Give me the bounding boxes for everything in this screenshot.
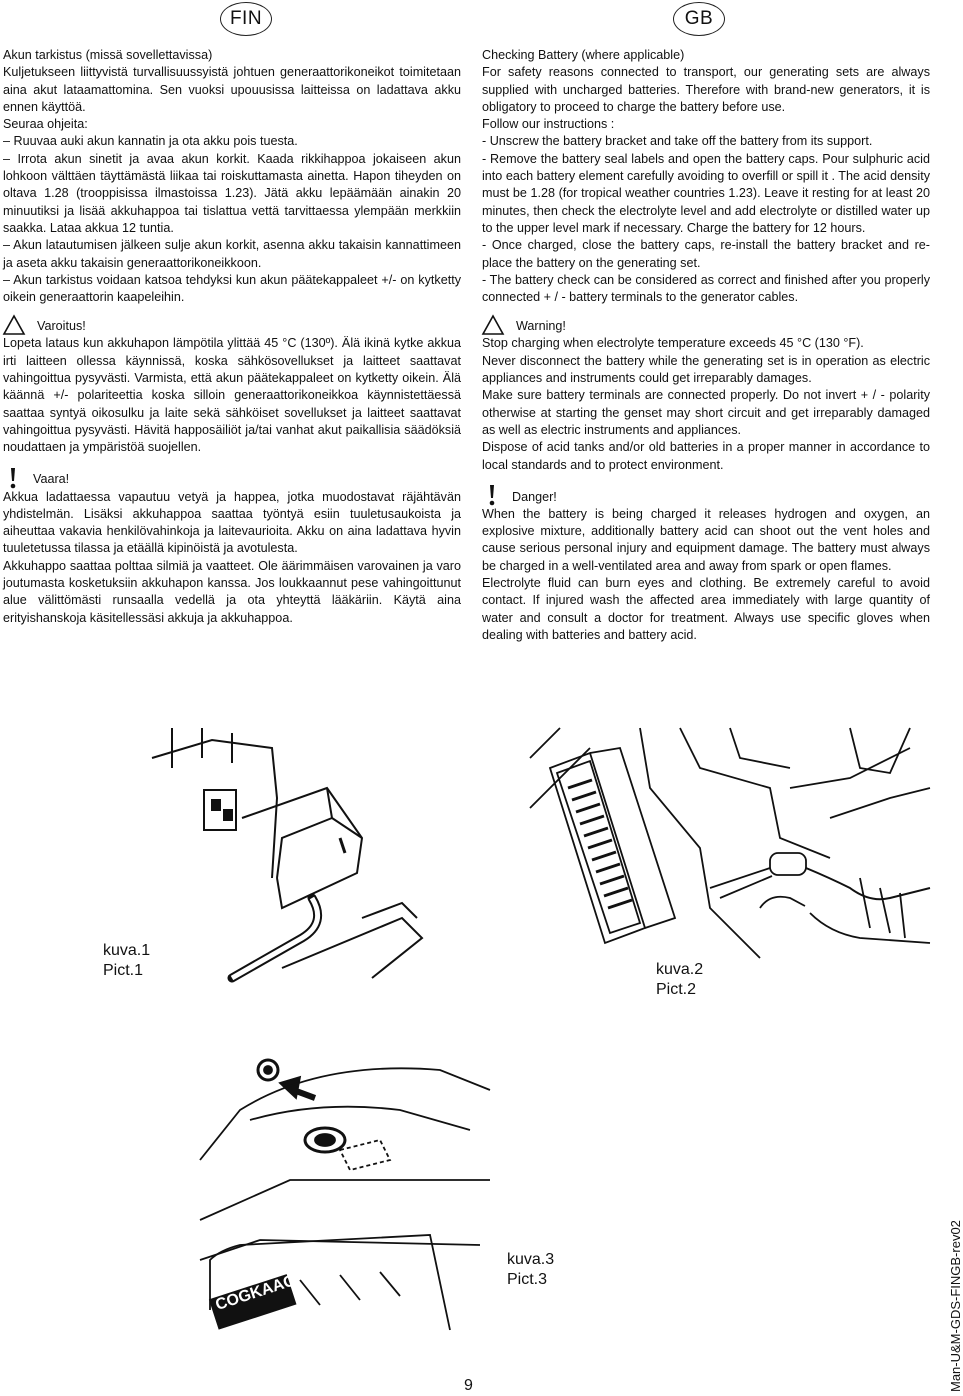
gb-danger-heading — [482, 484, 930, 506]
fin-step: – Ruuvaa auki akun kannatin ja ota akku pois tuesta. — [3, 134, 298, 149]
gb-warning-heading — [482, 315, 930, 335]
gb-paragraph: Follow our instructions : — [482, 117, 615, 132]
fin-step: – Akun latautumisen jälkeen sulje akun korkit, asenna akku takaisin kannattimeen ja aseta akku takaisin generaattorikoneikkoon. — [3, 238, 461, 270]
fin-danger-label: Vaara! — [33, 472, 70, 487]
brand-logo: COGKAAC — [213, 1272, 298, 1314]
fin-step: – Irrota akun sinetit ja avaa akun korkit. Kaada rikkihappoa jokaiseen akun lohkoon välttäen täyttämästä liikaa tai roiskuttamasta ainetta. Hapon tiheyden on oltava 1.28 (trooppisissa ilmastoissa 1.23). Jätä akku lepäämään ainakin 20 minuutiksi ja lisää akkuhappoa tai tislattua vettä tarvittaessa ylempään merkkiin saakka. Lataa akkua 12 tuntia. — [3, 151, 461, 235]
gb-danger-text: When the battery is being charged it releases hydrogen and oxygen, an explosive mixture, additionally battery acid can shoot out the vent holes and cause serious personal injury and equipment damage. The battery must always be charged in a well-ventilated area and away from spark or open flames. — [482, 506, 930, 573]
language-badge-gb: GB — [673, 2, 725, 36]
gb-warning-text: Dispose of acid tanks and/or old batteries in a proper manner in accordance to local standards and to protect environment. — [482, 440, 930, 472]
warning-triangle-icon — [3, 315, 25, 335]
figure-1-generator-frame — [152, 728, 422, 978]
language-badge-fin: FIN — [220, 2, 272, 36]
gb-step: - Remove the battery seal labels and open the battery caps. Pour sulphuric acid into each battery element carefully avoiding to overfill or spill it . The acid density must be 1.28 (for tropical weather countries 1.23). Leave it resting for at least 20 minutes, then check the electrolyte level and add electrolyte or distilled water up to the upper level mark if necessary. Charge the battery for 12 hours. — [482, 151, 930, 235]
figure-2-caption — [656, 960, 703, 1000]
gb-warning-label: Warning! — [516, 319, 566, 334]
gb-paragraph: For safety reasons connected to transport, our generating sets are always supplied with uncharged batteries. Therefore with brand-new generators, it is obligatory to proceed to charge the battery before use. — [482, 65, 930, 114]
fin-paragraph: Seuraa ohjeita: — [3, 117, 88, 132]
exclamation-icon — [7, 467, 19, 489]
caption-fi: kuva.3 — [507, 1251, 555, 1268]
page-number: 9 — [464, 1377, 473, 1394]
gb-heading: Checking Battery (where applicable) — [482, 48, 685, 62]
fin-warning-heading — [3, 315, 461, 335]
warning-triangle-icon — [482, 315, 504, 335]
gb-warning-text: Make sure battery terminals are connected properly. Do not invert + / - polarity otherwise at starting the genset may short circuit and get irreparably damaged as well as electric instruments and appliances. — [482, 388, 930, 437]
caption-en: Pict.2 — [656, 981, 697, 998]
fin-warning-text: Lopeta lataus kun akkuhapon lämpötila ylittää 45 °C (130º). Älä ikinä kytke akkua irti laitteen ollessa käynnissä, koska sähkösovellukset ja laitteet saattavat vahingoittua pysyvästi. Varmista, että akun päätekappaleet on kytketty oikein. Älä käännä +/- polariteettia koska silloin generaattorikoneikkoa käynnistettäessä saattaa syntyä oikosulku ja laite sekä sähköiset sovellukset ja laitteet saattavat vahingoittua pysyvästi. Hävitä happosäiliöt ja/tai vanhat akut paikallisia säädöksiä noudattaen ja ympäristöä suojellen. — [3, 336, 461, 455]
caption-en: Pict.3 — [507, 1271, 548, 1288]
fin-heading: Akun tarkistus (missä sovellettavissa) — [3, 48, 213, 62]
gb-warning-text: Stop charging when electrolyte temperature exceeds 45 °C (130 °F). — [482, 336, 864, 351]
fin-paragraph: Kuljetukseen liittyvistä turvallisuussyistä johtuen generaattorikoneikot toimitetaan aina akut lataamattomina. Sen vuoksi upouusissa laitteissa on ladattava akku ennen käyttöä. — [3, 65, 461, 114]
fin-danger-text: Akkuhappo saattaa polttaa silmiä ja vaatteet. Ole äärimmäisen varovainen ja varo joutumasta kosketuksiin akkuhapon kanssa. Jos loukkaannut pese vahingoittunut alue välittömästi runsaalla vedellä ja ota yhteyttä lääkäriin. Käytä aina erityishanskoja käsitellessäsi akkuja ja akkuhappoa. — [3, 558, 461, 625]
fin-warning-label: Varoitus! — [37, 319, 86, 334]
figure-1-caption — [103, 941, 150, 981]
figure-3-caption — [507, 1250, 554, 1290]
gb-danger-label: Danger! — [512, 489, 557, 504]
fin-danger-text: Akkua ladattaessa vapautuu vetyä ja happea, jotka muodostavat räjähtävän yhdistelmän. Lisäksi akkuhappoa saattaa työntyä esiin tuuletusaukoista ja aiheuttaa vakavia henkilövahinkoja ja laitevaurioita. Akku on aina ladattava hyvin tuuletetussa tilassa ja etäällä kipinöistä ja avotulesta. — [3, 489, 461, 556]
caption-fi: kuva.2 — [656, 961, 704, 978]
gb-step: - Once charged, close the battery caps, re-install the battery bracket and re-place the battery on the generating set. — [482, 238, 930, 270]
gb-step: - Unscrew the battery bracket and take off the battery from its support. — [482, 134, 873, 149]
fin-danger-heading — [3, 467, 461, 489]
figure-3-battery-cover-location — [200, 1050, 490, 1330]
gb-danger-text: Electrolyte fluid can burn eyes and clothing. Be extremely careful to avoid contact. If injured wash the affected area immediately with large quantity of water and consult a doctor for treatment. Always use specific gloves when dealing with batteries and battery acid. — [482, 576, 930, 642]
english-column — [482, 47, 930, 644]
figure-2-battery-terminals — [530, 728, 930, 963]
gb-step: - The battery check can be considered as correct and finished after you properly connected + / - battery terminals to the generator cables. — [482, 272, 930, 305]
exclamation-icon — [486, 484, 498, 506]
caption-en: Pict.1 — [103, 962, 144, 979]
document-code: Man-U&M-GDS-FINGB-rev02 — [948, 1220, 963, 1392]
gb-warning-text: Never disconnect the battery while the generating set is in operation as electric appliances and instruments could get irreparably damages. — [482, 353, 930, 386]
caption-fi: kuva.1 — [103, 942, 151, 959]
finnish-column — [3, 47, 461, 627]
fin-step: – Akun tarkistus voidaan katsoa tehdyksi kun akun päätekappaleet +/- on kytketty oikein generaattorin kaapeleihin. — [3, 272, 461, 305]
